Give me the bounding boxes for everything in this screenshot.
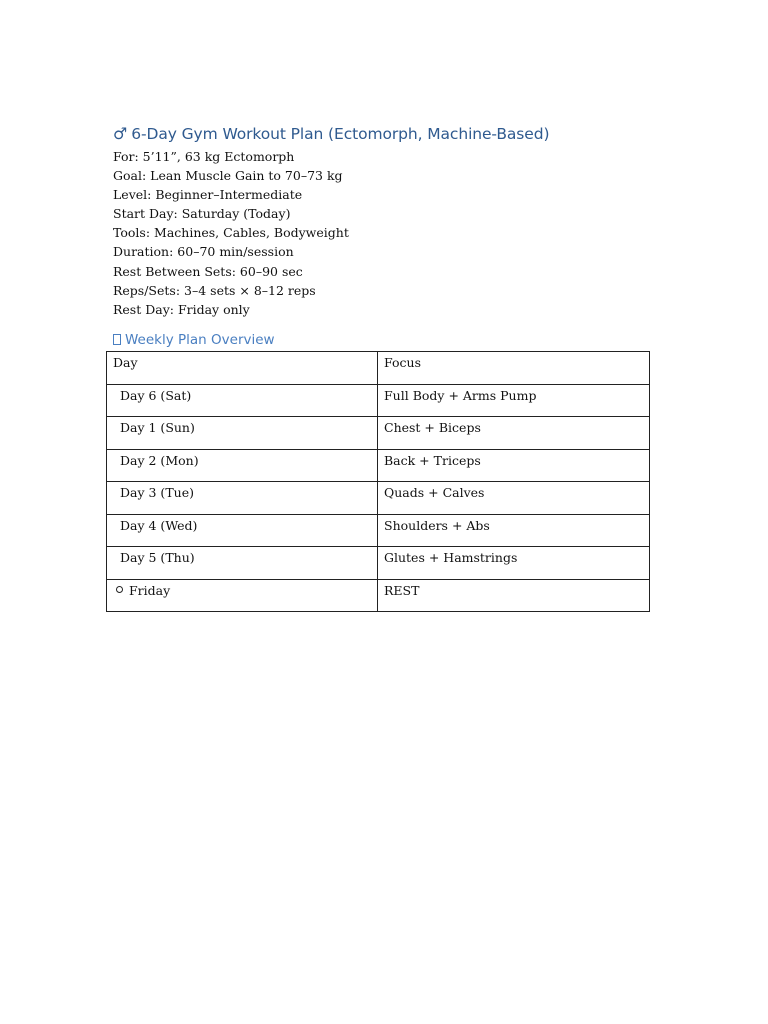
focus-cell bbox=[378, 417, 650, 450]
header-day-label: Day bbox=[113, 355, 138, 370]
missing-glyph-icon bbox=[113, 334, 121, 345]
focus-label: Full Body + Arms Pump bbox=[384, 387, 537, 403]
day-cell bbox=[107, 449, 378, 482]
day-cell bbox=[107, 579, 378, 612]
day-label: Day 4 (Wed) bbox=[120, 517, 198, 533]
circle-icon bbox=[116, 586, 123, 593]
day-cell bbox=[107, 482, 378, 515]
info-line-for: For: 5’11”, 63 kg Ectomorph bbox=[113, 149, 295, 164]
focus-cell bbox=[378, 514, 650, 547]
info-line-reps-sets: Reps/Sets: 3–4 sets × 8–12 reps bbox=[113, 282, 316, 298]
info-line-goal: Goal: Lean Muscle Gain to 70–73 kg bbox=[113, 168, 343, 184]
header-cell-focus bbox=[378, 352, 650, 385]
table-row-rest bbox=[107, 579, 650, 612]
focus-cell bbox=[378, 547, 650, 580]
info-line-start-day: Start Day: Saturday (Today) bbox=[113, 206, 291, 222]
day-label: Day 2 (Mon) bbox=[120, 452, 199, 468]
focus-label: Shoulders + Abs bbox=[384, 517, 490, 533]
focus-cell bbox=[378, 579, 650, 612]
profile-info-list bbox=[113, 147, 349, 319]
info-line-rest-between-sets: Rest Between Sets: 60–90 sec bbox=[113, 263, 303, 279]
table-row bbox=[107, 547, 650, 580]
weekly-plan-heading-text: Weekly Plan Overview bbox=[125, 332, 275, 348]
day-cell bbox=[107, 417, 378, 450]
info-line-level: Level: Beginner–Intermediate bbox=[113, 187, 303, 203]
table-row bbox=[107, 417, 650, 450]
table-header-row bbox=[107, 352, 650, 385]
male-symbol-icon: ♂ bbox=[113, 124, 128, 143]
document-title bbox=[113, 124, 549, 143]
info-line-tools: Tools: Machines, Cables, Bodyweight bbox=[113, 225, 349, 241]
day-cell bbox=[107, 547, 378, 580]
header-cell-day bbox=[107, 352, 378, 385]
day-label: Day 6 (Sat) bbox=[120, 387, 192, 403]
focus-label: Back + Triceps bbox=[384, 452, 481, 468]
day-label: Day 5 (Thu) bbox=[120, 550, 195, 565]
focus-label: REST bbox=[384, 582, 420, 598]
table-row bbox=[107, 449, 650, 482]
focus-label: Chest + Biceps bbox=[384, 420, 481, 435]
focus-label: Glutes + Hamstrings bbox=[384, 550, 518, 565]
focus-cell bbox=[378, 449, 650, 482]
rest-day-label-wrap bbox=[107, 580, 377, 599]
info-line-rest-day: Rest Day: Friday only bbox=[113, 301, 250, 317]
focus-cell bbox=[378, 482, 650, 515]
day-label: Day 1 (Sun) bbox=[120, 420, 195, 435]
table-row bbox=[107, 384, 650, 417]
day-label: Friday bbox=[129, 582, 171, 598]
document-title-text: 6-Day Gym Workout Plan (Ectomorph, Machine-Based) bbox=[131, 125, 550, 143]
day-cell bbox=[107, 384, 378, 417]
weekly-plan-heading bbox=[113, 332, 275, 348]
header-focus-label: Focus bbox=[384, 355, 421, 370]
focus-cell bbox=[378, 384, 650, 417]
table-row bbox=[107, 514, 650, 547]
info-line-duration: Duration: 60–70 min/session bbox=[113, 244, 294, 260]
focus-label: Quads + Calves bbox=[384, 485, 485, 500]
table-row bbox=[107, 482, 650, 515]
day-cell bbox=[107, 514, 378, 547]
day-label: Day 3 (Tue) bbox=[120, 485, 194, 500]
weekly-plan-table bbox=[106, 351, 650, 612]
